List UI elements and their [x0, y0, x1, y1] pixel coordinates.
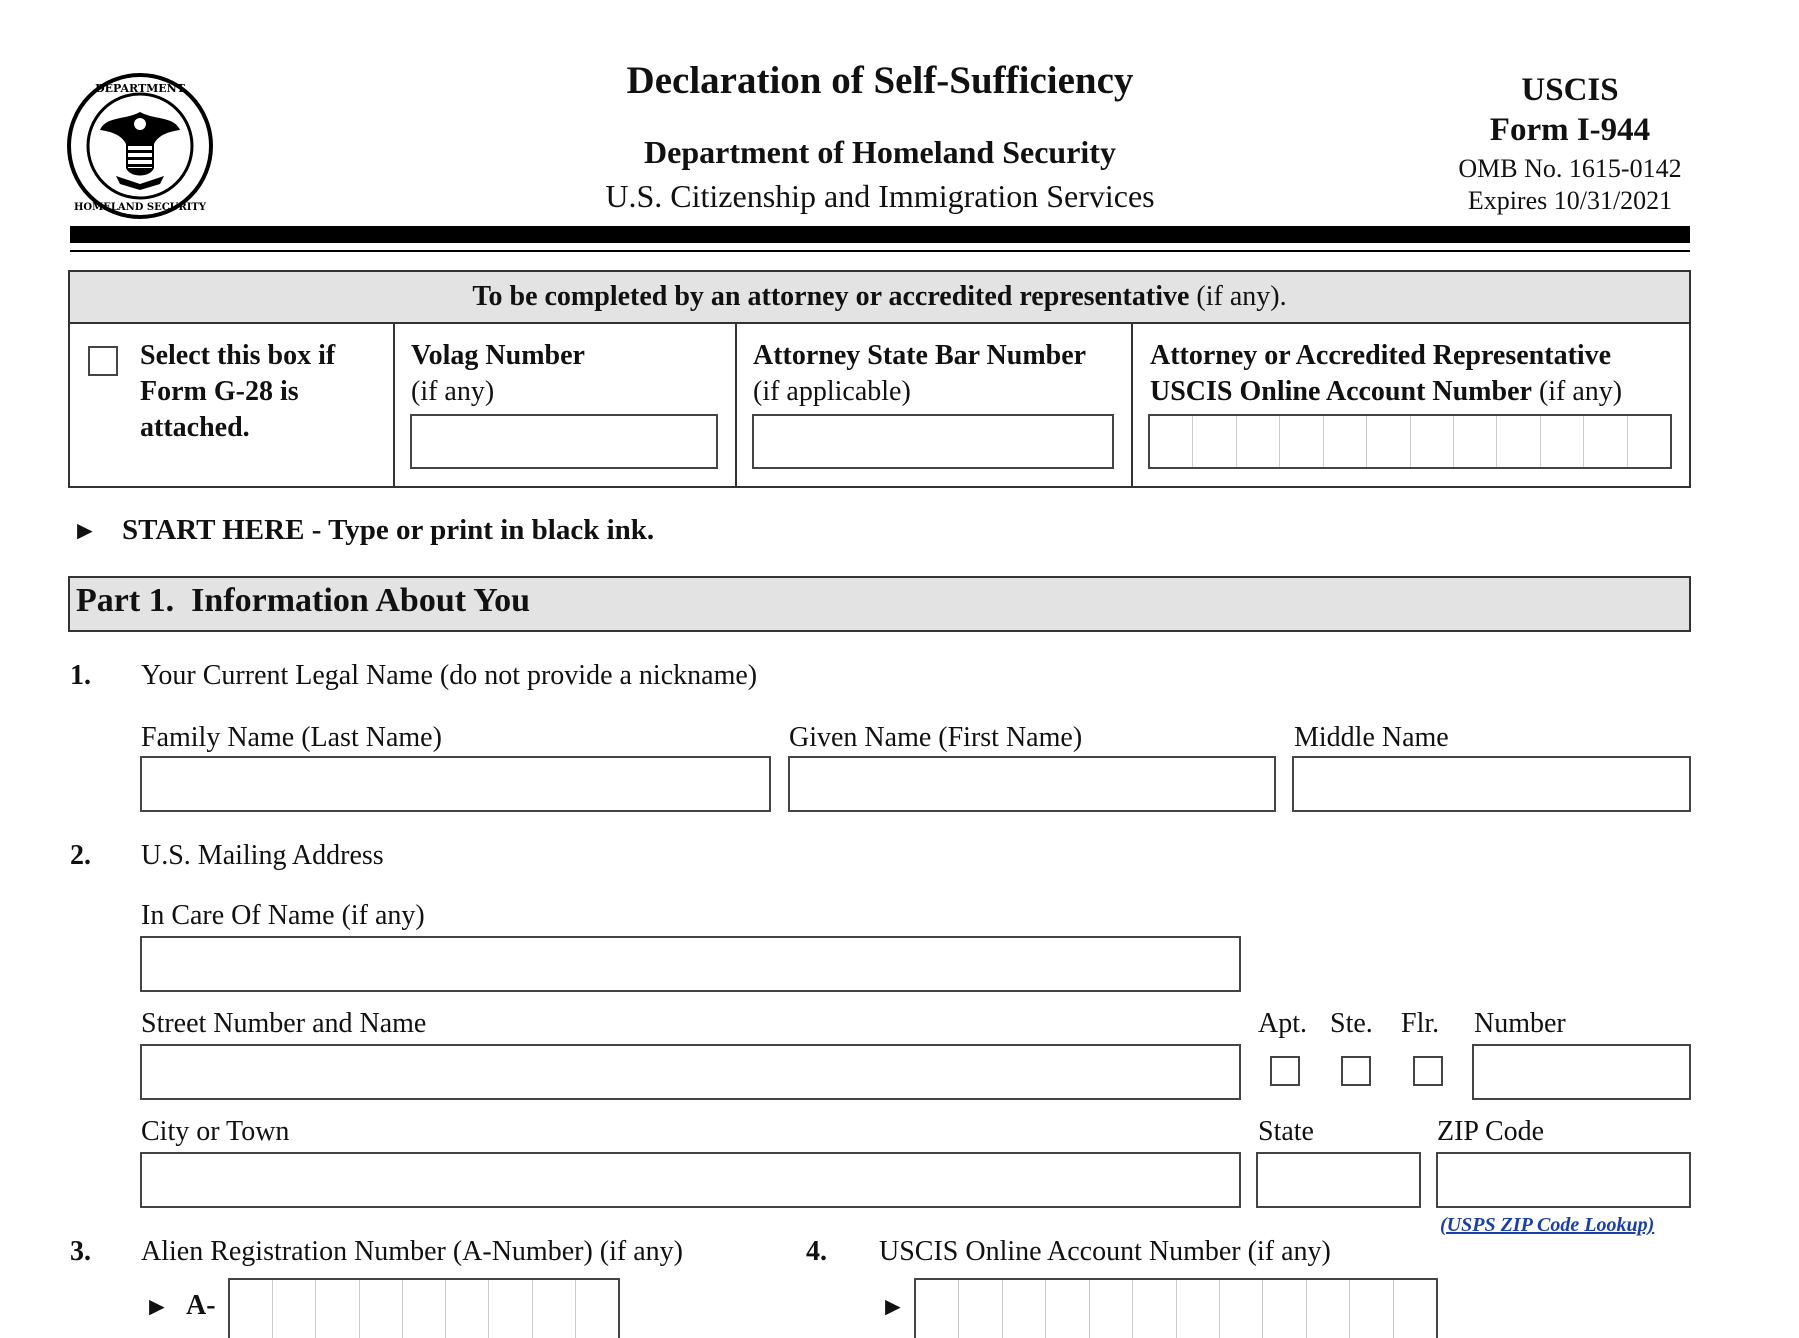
state-field[interactable]	[1256, 1152, 1421, 1208]
care-of-label: In Care Of Name (if any)	[141, 900, 425, 931]
unit-number-label: Number	[1474, 1008, 1566, 1039]
q1-label: Your Current Legal Name (do not provide a nickname)	[141, 660, 758, 691]
g28-label-line2: Form G-28 is	[140, 376, 299, 407]
bar-number-sublabel: (if applicable)	[753, 376, 911, 407]
city-field[interactable]	[140, 1152, 1241, 1208]
volag-number-field[interactable]	[410, 414, 718, 469]
street-label: Street Number and Name	[141, 1008, 427, 1039]
apt-checkbox[interactable]	[1270, 1056, 1300, 1086]
start-here-text: START HERE - Type or print in black ink.	[122, 514, 655, 546]
q4-number: 4.	[806, 1236, 827, 1267]
bar-number-field[interactable]	[752, 414, 1114, 469]
rep-account-label-line2	[1150, 376, 1622, 408]
apt-label: Apt.	[1258, 1008, 1307, 1039]
family-name-field[interactable]	[140, 756, 771, 812]
middle-name-field[interactable]	[1292, 756, 1691, 812]
attorney-divider-3	[1131, 324, 1133, 488]
q4-label: USCIS Online Account Number (if any)	[879, 1236, 1331, 1267]
q3-number: 3.	[70, 1236, 91, 1267]
bar-number-label: Attorney State Bar Number	[753, 340, 1087, 371]
q2-label: U.S. Mailing Address	[141, 840, 384, 871]
rep-account-number-field[interactable]	[1148, 414, 1672, 469]
g28-label-line1: Select this box if	[140, 340, 336, 371]
street-field[interactable]	[140, 1044, 1241, 1100]
given-name-label: Given Name (First Name)	[789, 722, 1083, 753]
zip-field[interactable]	[1436, 1152, 1691, 1208]
attorney-box-heading	[70, 272, 1689, 324]
rep-account-sublabel: (if any)	[1538, 376, 1623, 407]
svg-text:HOMELAND SECURITY: HOMELAND SECURITY	[73, 202, 207, 213]
q3-label: Alien Registration Number (A-Number) (if any)	[141, 1236, 683, 1267]
header-thick-rule	[70, 226, 1690, 243]
flr-checkbox[interactable]	[1413, 1056, 1443, 1086]
svg-text:DEPARTMENT: DEPARTMENT	[95, 82, 185, 95]
form-title: Declaration of Self-Sufficiency	[626, 59, 1134, 102]
volag-label: Volag Number	[411, 340, 585, 371]
department-name: Department of Homeland Security	[644, 134, 1116, 170]
a-number-field[interactable]	[228, 1278, 620, 1338]
agency-name: U.S. Citizenship and Immigration Services	[605, 178, 1155, 214]
city-label: City or Town	[141, 1116, 290, 1147]
g28-label-line3: attached.	[140, 412, 250, 443]
g28-attached-checkbox[interactable]	[88, 346, 118, 376]
state-label: State	[1258, 1116, 1314, 1147]
attorney-divider-2	[735, 324, 737, 488]
q3-arrow: ►	[144, 1292, 170, 1321]
volag-sublabel: (if any)	[411, 376, 495, 407]
attorney-heading-tail: (if any).	[1196, 281, 1287, 312]
agency-short: USCIS	[1521, 72, 1619, 108]
form-number: Form I-944	[1489, 112, 1651, 148]
ste-label: Ste.	[1330, 1008, 1373, 1039]
q1-number: 1.	[70, 660, 91, 691]
attorney-heading-bold: To be completed by an attorney or accredited representative	[472, 281, 1190, 312]
family-name-label: Family Name (Last Name)	[141, 722, 442, 753]
care-of-name-field[interactable]	[140, 936, 1241, 992]
omb-number: OMB No. 1615-0142	[1458, 154, 1682, 183]
q2-number: 2.	[70, 840, 91, 871]
middle-name-label: Middle Name	[1294, 722, 1449, 753]
attorney-divider-1	[393, 324, 395, 488]
zip-label: ZIP Code	[1437, 1116, 1545, 1147]
zip-lookup-link[interactable]: (USPS ZIP Code Lookup)	[1440, 1214, 1655, 1236]
rep-account-label-line1: Attorney or Accredited Representative	[1150, 340, 1612, 371]
rep-account-label-bold: USCIS Online Account Number	[1150, 376, 1532, 407]
part1-title: Part 1. Information About You	[76, 582, 530, 619]
unit-number-field[interactable]	[1472, 1044, 1691, 1100]
uscis-account-number-field[interactable]	[914, 1278, 1438, 1338]
given-name-field[interactable]	[788, 756, 1276, 812]
expiration-date: Expires 10/31/2021	[1467, 186, 1673, 215]
start-here-arrow: ►	[72, 516, 98, 545]
a-number-prefix: A-	[186, 1290, 216, 1321]
q4-arrow: ►	[880, 1292, 906, 1321]
header-thin-rule	[70, 250, 1690, 252]
ste-checkbox[interactable]	[1341, 1056, 1371, 1086]
flr-label: Flr.	[1401, 1008, 1440, 1039]
